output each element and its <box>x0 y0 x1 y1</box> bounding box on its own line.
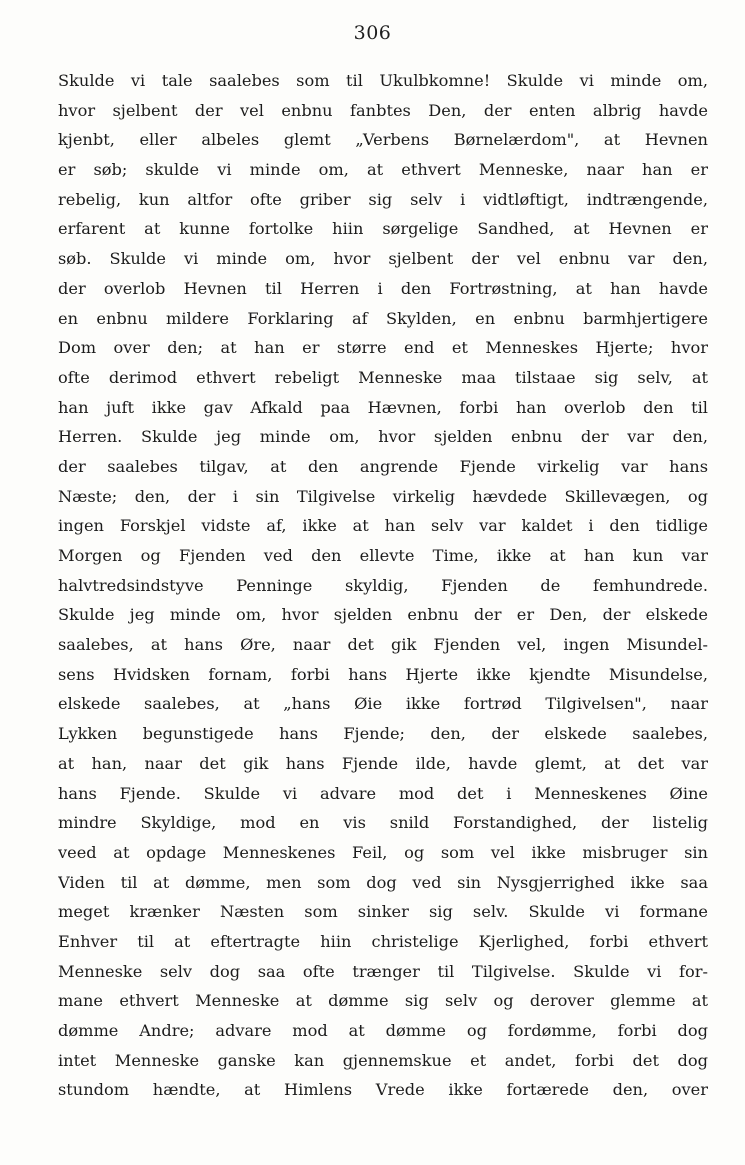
text-line: søb. Skulde vi minde om, hvor sjelbent der vel enbnu var den, <box>58 249 708 269</box>
text-line: en enbnu mildere Forklaring af Skylden, en enbnu barmhjertigere <box>58 308 708 328</box>
text-line: dømme Andre; advare mod at dømme og fordømme, forbi dog <box>58 1021 708 1040</box>
text-line: hans Fjende. Skulde vi advare mod det i Menneskenes Øine <box>58 783 708 803</box>
page-number: 306 <box>353 22 392 44</box>
text-line: Morgen og Fjenden ved den ellevte Time, ikke at han kun var <box>58 546 708 565</box>
page-body-text <box>58 66 708 1105</box>
text-line: intet Menneske ganske kan gjennemskue et andet, forbi det dog <box>58 1050 708 1070</box>
text-line: Skulde vi tale saalebes som til Ukulbkomne! Skulde vi minde om, <box>58 71 708 90</box>
text-line: Næste; den, der i sin Tilgivelse virkelig hævdede Skillevægen, og <box>58 486 708 506</box>
text-line: halvtredsindstyve Penninge skyldig, Fjenden de femhundrede. <box>58 575 708 595</box>
text-line: Enhver til at eftertragte hiin christelige Kjerlighed, forbi ethvert <box>58 931 708 951</box>
text-line: ingen Forskjel vidste af, ikke at han selv var kaldet i den tidlige <box>58 516 708 536</box>
text-line: hvor sjelbent der vel enbnu fanbtes Den, der enten albrig havde <box>58 100 708 120</box>
text-line: han juft ikke gav Afkald paa Hævnen, forbi han overlob den til <box>58 397 708 417</box>
text-line: sens Hvidsken fornam, forbi hans Hjerte ikke kjendte Misundelse, <box>58 664 708 684</box>
text-line: er søb; skulde vi minde om, at ethvert Menneske, naar han er <box>58 160 708 180</box>
text-line: Lykken begunstigede hans Fjende; den, der elskede saalebes, <box>58 724 708 744</box>
text-line: ofte derimod ethvert rebeligt Menneske maa tilstaae sig selv, at <box>58 367 708 387</box>
text-line: kjenbt, eller albeles glemt „Verbens Børnelærdom", at Hevnen <box>58 130 708 150</box>
text-line: rebelig, kun altfor ofte griber sig selv i vidtløftigt, indtrængende, <box>58 189 708 209</box>
text-line: der overlob Hevnen til Herren i den Fortrøstning, at han havde <box>58 278 708 298</box>
text-line: erfarent at kunne fortolke hiin sørgelige Sandhed, at Hevnen er <box>58 219 708 239</box>
text-line: mindre Skyldige, mod en vis snild Forstandighed, der listelig <box>58 813 708 833</box>
text-line: elskede saalebes, at „hans Øie ikke fortrød Tilgivelsen", naar <box>58 694 708 714</box>
text-line: at han, naar det gik hans Fjende ilde, havde glemt, at det var <box>58 753 708 773</box>
text-line: meget krænker Næsten som sinker sig selv. Skulde vi formane <box>58 902 708 922</box>
text-line: saalebes, at hans Øre, naar det gik Fjenden vel, ingen Misundel- <box>58 635 708 655</box>
text-line: stundom hændte, at Himlens Vrede ikke fortærede den, over <box>58 1080 708 1100</box>
text-line: Dom over den; at han er større end et Menneskes Hjerte; hvor <box>58 338 708 358</box>
text-line: Viden til at dømme, men som dog ved sin Nysgjerrighed ikke saa <box>58 872 708 892</box>
text-line: Skulde jeg minde om, hvor sjelden enbnu der er Den, der elskede <box>58 605 708 625</box>
text-line: veed at opdage Menneskenes Feil, og som vel ikke misbruger sin <box>58 842 708 862</box>
text-line: Herren. Skulde jeg minde om, hvor sjelden enbnu der var den, <box>58 427 708 447</box>
text-line: mane ethvert Menneske at dømme sig selv og derover glemme at <box>58 991 708 1011</box>
text-line: der saalebes tilgav, at den angrende Fjende virkelig var hans <box>58 456 708 476</box>
text-line: Menneske selv dog saa ofte trænger til Tilgivelse. Skulde vi for- <box>58 961 708 981</box>
